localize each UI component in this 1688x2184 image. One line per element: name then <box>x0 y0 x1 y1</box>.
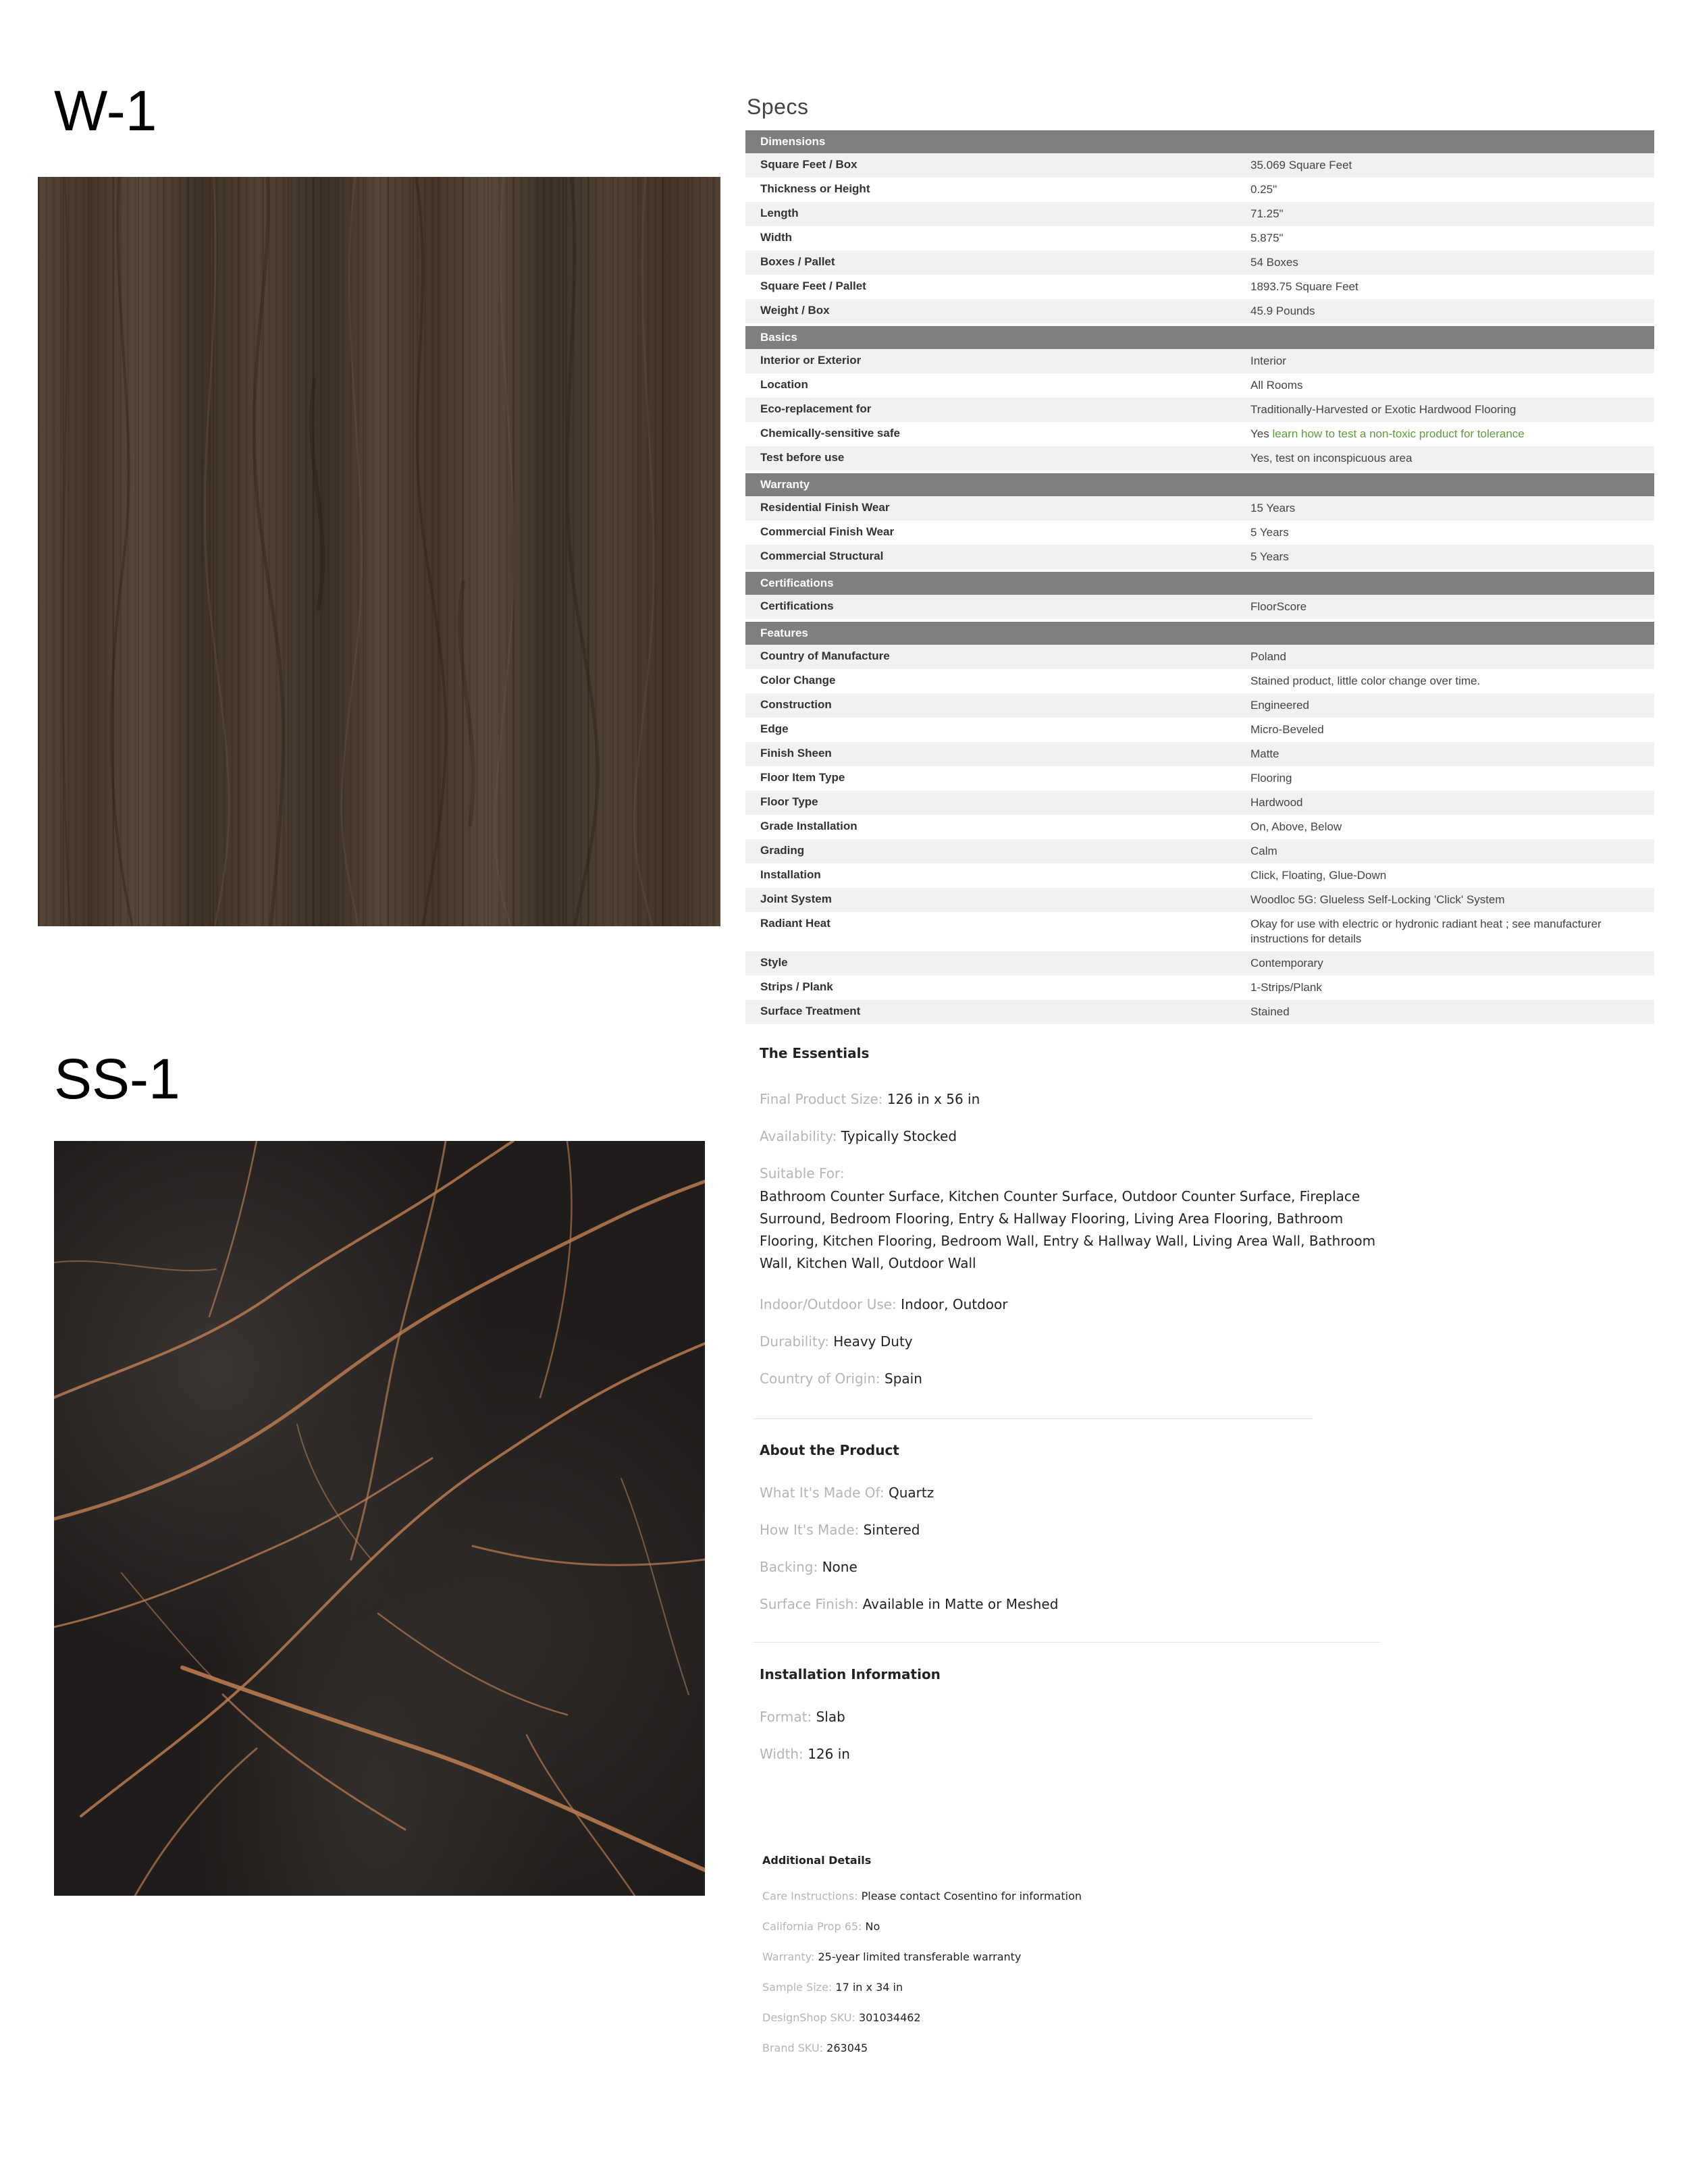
spec-key: Thickness or Height <box>760 182 870 195</box>
sample-size-line <box>762 1981 903 1994</box>
spec-value-text: Contemporary <box>1250 957 1323 969</box>
spec-value <box>1250 202 1654 226</box>
prop65-line <box>762 1920 880 1933</box>
spec-value <box>1250 446 1654 471</box>
spec-key: Joint System <box>760 893 832 905</box>
spec-value-text: 5 Years <box>1250 550 1289 563</box>
suitable-value: Bathroom Counter Surface, Kitchen Counter Surface, Outdoor Counter Surface, Fireplace Surround, Bedroom Flooring, Entry & Hallway Flooring, Living Area Flooring, Bathroom Flooring, Kitchen Flooring, Bedroom Wall, Entry & Hallway Wall, Living Area Wall, Bathroom Wall, Kitchen Wall, Outdoor Wall <box>760 1188 1376 1271</box>
tolerance-test-link[interactable]: learn how to test a non-toxic product for tolerance <box>1272 427 1525 440</box>
durability-key: Durability: <box>760 1333 829 1350</box>
warranty-line <box>762 1950 1021 1963</box>
spec-value-text: Stained <box>1250 1005 1290 1018</box>
installation-heading: Installation Information <box>760 1666 941 1682</box>
spec-key: Edge <box>760 722 789 735</box>
spec-key: Length <box>760 207 799 219</box>
spec-section-rows <box>745 595 1654 619</box>
spec-key: Strips / Plank <box>760 980 833 993</box>
spec-value <box>1250 496 1654 521</box>
spec-value-text: Micro-Beveled <box>1250 723 1324 736</box>
spec-row <box>745 976 1654 1000</box>
spec-value <box>1250 1000 1654 1024</box>
spec-value <box>1250 373 1654 398</box>
spec-value-text: Hardwood <box>1250 796 1303 809</box>
specs-table <box>745 95 1654 1024</box>
spec-row <box>745 422 1654 446</box>
indoor-outdoor-line <box>760 1296 1008 1312</box>
spec-value <box>1250 718 1654 742</box>
marble-vein-pattern <box>54 1141 705 1896</box>
spec-value <box>1250 398 1654 422</box>
availability-value: Typically Stocked <box>841 1128 957 1144</box>
spec-key: Finish Sheen <box>760 747 832 760</box>
spec-key: Country of Manufacture <box>760 649 890 662</box>
width-line <box>760 1746 850 1762</box>
spec-key: Location <box>760 378 808 391</box>
made-of-value: Quartz <box>888 1485 934 1501</box>
spec-value-text: Woodloc 5G: Glueless Self-Locking 'Click' System <box>1250 893 1505 906</box>
spec-key: Test before use <box>760 451 845 464</box>
spec-row <box>745 766 1654 791</box>
spec-value <box>1250 863 1654 888</box>
spec-row <box>745 446 1654 471</box>
spec-value-text: 45.9 Pounds <box>1250 304 1315 317</box>
spec-key: Chemically-sensitive safe <box>760 427 900 440</box>
spec-value-text: Click, Floating, Glue-Down <box>1250 869 1387 882</box>
spec-value-text: 1893.75 Square Feet <box>1250 280 1359 293</box>
spec-row <box>745 645 1654 669</box>
spec-key: Construction <box>760 698 832 711</box>
spec-value-text: 0.25" <box>1250 183 1277 196</box>
spec-value-text: 1-Strips/Plank <box>1250 981 1322 994</box>
spec-value <box>1250 349 1654 373</box>
availability-line <box>760 1128 957 1144</box>
spec-row <box>745 178 1654 202</box>
spec-value <box>1250 742 1654 766</box>
spec-key: Boxes / Pallet <box>760 255 835 268</box>
spec-row <box>745 839 1654 863</box>
spec-value-text: Flooring <box>1250 772 1292 784</box>
how-made-value: Sintered <box>863 1522 920 1538</box>
spec-value-text: On, Above, Below <box>1250 820 1342 833</box>
spec-section-header: Certifications <box>745 572 1654 595</box>
spec-value-text: Stained product, little color change over time. <box>1250 674 1481 687</box>
spec-row <box>745 226 1654 250</box>
spec-key: Width <box>760 231 793 244</box>
essentials-heading: The Essentials <box>760 1045 870 1061</box>
final-size-value: 126 in x 56 in <box>887 1091 980 1107</box>
additional-heading: Additional Details <box>762 1854 872 1867</box>
spec-row <box>745 202 1654 226</box>
suitable-key: Suitable For: <box>760 1165 845 1181</box>
divider-essentials <box>753 1418 1313 1419</box>
stone-swatch-image <box>54 1141 705 1896</box>
spec-key: Floor Type <box>760 795 818 808</box>
prop65-value: No <box>865 1920 880 1933</box>
how-made-line <box>760 1522 920 1538</box>
width-value: 126 in <box>808 1746 850 1762</box>
spec-key: Eco-replacement for <box>760 402 872 415</box>
spec-value <box>1250 912 1654 951</box>
spec-value-text: 5 Years <box>1250 526 1289 539</box>
spec-value <box>1250 545 1654 569</box>
spec-row <box>745 299 1654 323</box>
wood-swatch-image <box>38 177 720 926</box>
spec-value <box>1250 250 1654 275</box>
spec-row <box>745 349 1654 373</box>
spec-value-text: Engineered <box>1250 699 1309 712</box>
spec-value-text: Yes <box>1250 427 1269 440</box>
spec-section-rows <box>745 496 1654 569</box>
swatch-label-w1: W-1 <box>54 79 157 142</box>
spec-value <box>1250 766 1654 791</box>
spec-value-text: All Rooms <box>1250 379 1303 392</box>
spec-section-rows <box>745 349 1654 471</box>
surface-finish-line <box>760 1596 1058 1612</box>
about-heading: About the Product <box>760 1442 899 1458</box>
made-of-line <box>760 1485 934 1501</box>
spec-value-text: Okay for use with electric or hydronic radiant heat ; see manufacturer instructions for details <box>1250 917 1602 945</box>
brand-sku-line <box>762 2042 868 2054</box>
spec-row <box>745 250 1654 275</box>
suitable-block <box>760 1165 1381 1275</box>
spec-value <box>1250 951 1654 976</box>
spec-row <box>745 521 1654 545</box>
format-line <box>760 1709 845 1725</box>
warranty-key: Warranty: <box>762 1950 815 1963</box>
format-key: Format: <box>760 1709 812 1725</box>
spec-row <box>745 496 1654 521</box>
spec-key: Interior or Exterior <box>760 354 862 367</box>
spec-row <box>745 718 1654 742</box>
spec-value <box>1250 839 1654 863</box>
spec-row <box>745 595 1654 619</box>
spec-value <box>1250 976 1654 1000</box>
spec-key: Square Feet / Pallet <box>760 279 866 292</box>
spec-value-text: Calm <box>1250 845 1277 857</box>
spec-row <box>745 912 1654 951</box>
spec-section-rows <box>745 645 1654 1024</box>
spec-value-text: Traditionally-Harvested or Exotic Hardwood Flooring <box>1250 403 1516 416</box>
durability-line <box>760 1333 913 1350</box>
spec-value <box>1250 645 1654 669</box>
spec-value <box>1250 275 1654 299</box>
backing-value: None <box>822 1559 858 1575</box>
spec-row <box>745 693 1654 718</box>
spec-value <box>1250 669 1654 693</box>
designshop-sku-line <box>762 2011 921 2024</box>
spec-value <box>1250 693 1654 718</box>
spec-value-text: Poland <box>1250 650 1286 663</box>
made-of-key: What It's Made Of: <box>760 1485 885 1501</box>
sample-size-value: 17 in x 34 in <box>835 1981 903 1994</box>
indoor-outdoor-key: Indoor/Outdoor Use: <box>760 1296 897 1312</box>
specs-body <box>745 130 1654 1024</box>
spec-key: Style <box>760 956 788 969</box>
spec-row <box>745 398 1654 422</box>
spec-value <box>1250 521 1654 545</box>
brand-sku-key: Brand SKU: <box>762 2042 824 2054</box>
spec-section-header: Basics <box>745 326 1654 349</box>
designshop-sku-key: DesignShop SKU: <box>762 2011 855 2024</box>
backing-key: Backing: <box>760 1559 818 1575</box>
spec-key: Residential Finish Wear <box>760 501 890 514</box>
spec-row <box>745 815 1654 839</box>
origin-key: Country of Origin: <box>760 1370 880 1387</box>
spec-row <box>745 951 1654 976</box>
spec-key: Grading <box>760 844 805 857</box>
spec-key: Square Feet / Box <box>760 158 858 171</box>
spec-key: Commercial Structural <box>760 550 884 562</box>
spec-row <box>745 669 1654 693</box>
warranty-value: 25-year limited transferable warranty <box>818 1950 1022 1963</box>
spec-value-text: FloorScore <box>1250 600 1307 613</box>
prop65-key: California Prop 65: <box>762 1920 862 1933</box>
spec-value-text: 35.069 Square Feet <box>1250 159 1352 171</box>
how-made-key: How It's Made: <box>760 1522 860 1538</box>
spec-key: Color Change <box>760 674 836 687</box>
spec-value-text: 71.25" <box>1250 207 1284 220</box>
brand-sku-value: 263045 <box>826 2042 868 2054</box>
spec-key: Floor Item Type <box>760 771 845 784</box>
backing-line <box>760 1559 858 1575</box>
spec-section-rows <box>745 153 1654 323</box>
width-key: Width: <box>760 1746 803 1762</box>
surface-finish-value: Available in Matte or Meshed <box>862 1596 1059 1612</box>
spec-key: Installation <box>760 868 821 881</box>
spec-row <box>745 863 1654 888</box>
care-value: Please contact Cosentino for information <box>861 1890 1082 1902</box>
spec-row <box>745 373 1654 398</box>
specs-title: Specs <box>747 95 809 119</box>
format-value: Slab <box>816 1709 845 1725</box>
spec-key: Radiant Heat <box>760 917 830 930</box>
spec-row <box>745 1000 1654 1024</box>
care-key: Care Instructions: <box>762 1890 858 1902</box>
spec-row <box>745 153 1654 178</box>
spec-value-text: 54 Boxes <box>1250 256 1298 269</box>
swatch-label-ss1: SS-1 <box>54 1047 180 1111</box>
origin-value: Spain <box>885 1370 922 1387</box>
spec-key: Surface Treatment <box>760 1005 861 1017</box>
origin-line <box>760 1370 922 1387</box>
surface-finish-key: Surface Finish: <box>760 1596 859 1612</box>
spec-value <box>1250 299 1654 323</box>
availability-key: Availability: <box>760 1128 837 1144</box>
sample-size-key: Sample Size: <box>762 1981 833 1994</box>
care-line <box>762 1890 1082 1902</box>
spec-section-header: Warranty <box>745 473 1654 496</box>
spec-value-text: Matte <box>1250 747 1280 760</box>
spec-value <box>1250 791 1654 815</box>
spec-row <box>745 275 1654 299</box>
wood-grain-pattern <box>38 177 720 926</box>
spec-value <box>1250 595 1654 619</box>
spec-row <box>745 545 1654 569</box>
spec-value <box>1250 153 1654 178</box>
spec-value <box>1250 815 1654 839</box>
spec-value <box>1250 226 1654 250</box>
durability-value: Heavy Duty <box>833 1333 913 1350</box>
spec-key: Commercial Finish Wear <box>760 525 895 538</box>
spec-value-text: Interior <box>1250 354 1286 367</box>
spec-value <box>1250 888 1654 912</box>
spec-key: Certifications <box>760 600 834 612</box>
final-size-key: Final Product Size: <box>760 1091 883 1107</box>
spec-value-text: Yes, test on inconspicuous area <box>1250 452 1413 464</box>
spec-section-header: Features <box>745 622 1654 645</box>
designshop-sku-value: 301034462 <box>858 2011 921 2024</box>
spec-value <box>1250 422 1654 446</box>
spec-key: Weight / Box <box>760 304 830 317</box>
indoor-outdoor-value: Indoor, Outdoor <box>901 1296 1008 1312</box>
spec-key: Grade Installation <box>760 820 858 832</box>
spec-row <box>745 791 1654 815</box>
spec-value-text: 5.875" <box>1250 232 1284 244</box>
spec-value <box>1250 178 1654 202</box>
spec-row <box>745 888 1654 912</box>
divider-about <box>753 1642 1381 1643</box>
spec-section-header: Dimensions <box>745 130 1654 153</box>
final-size-line <box>760 1091 980 1107</box>
spec-value-text: 15 Years <box>1250 502 1296 514</box>
spec-row <box>745 742 1654 766</box>
